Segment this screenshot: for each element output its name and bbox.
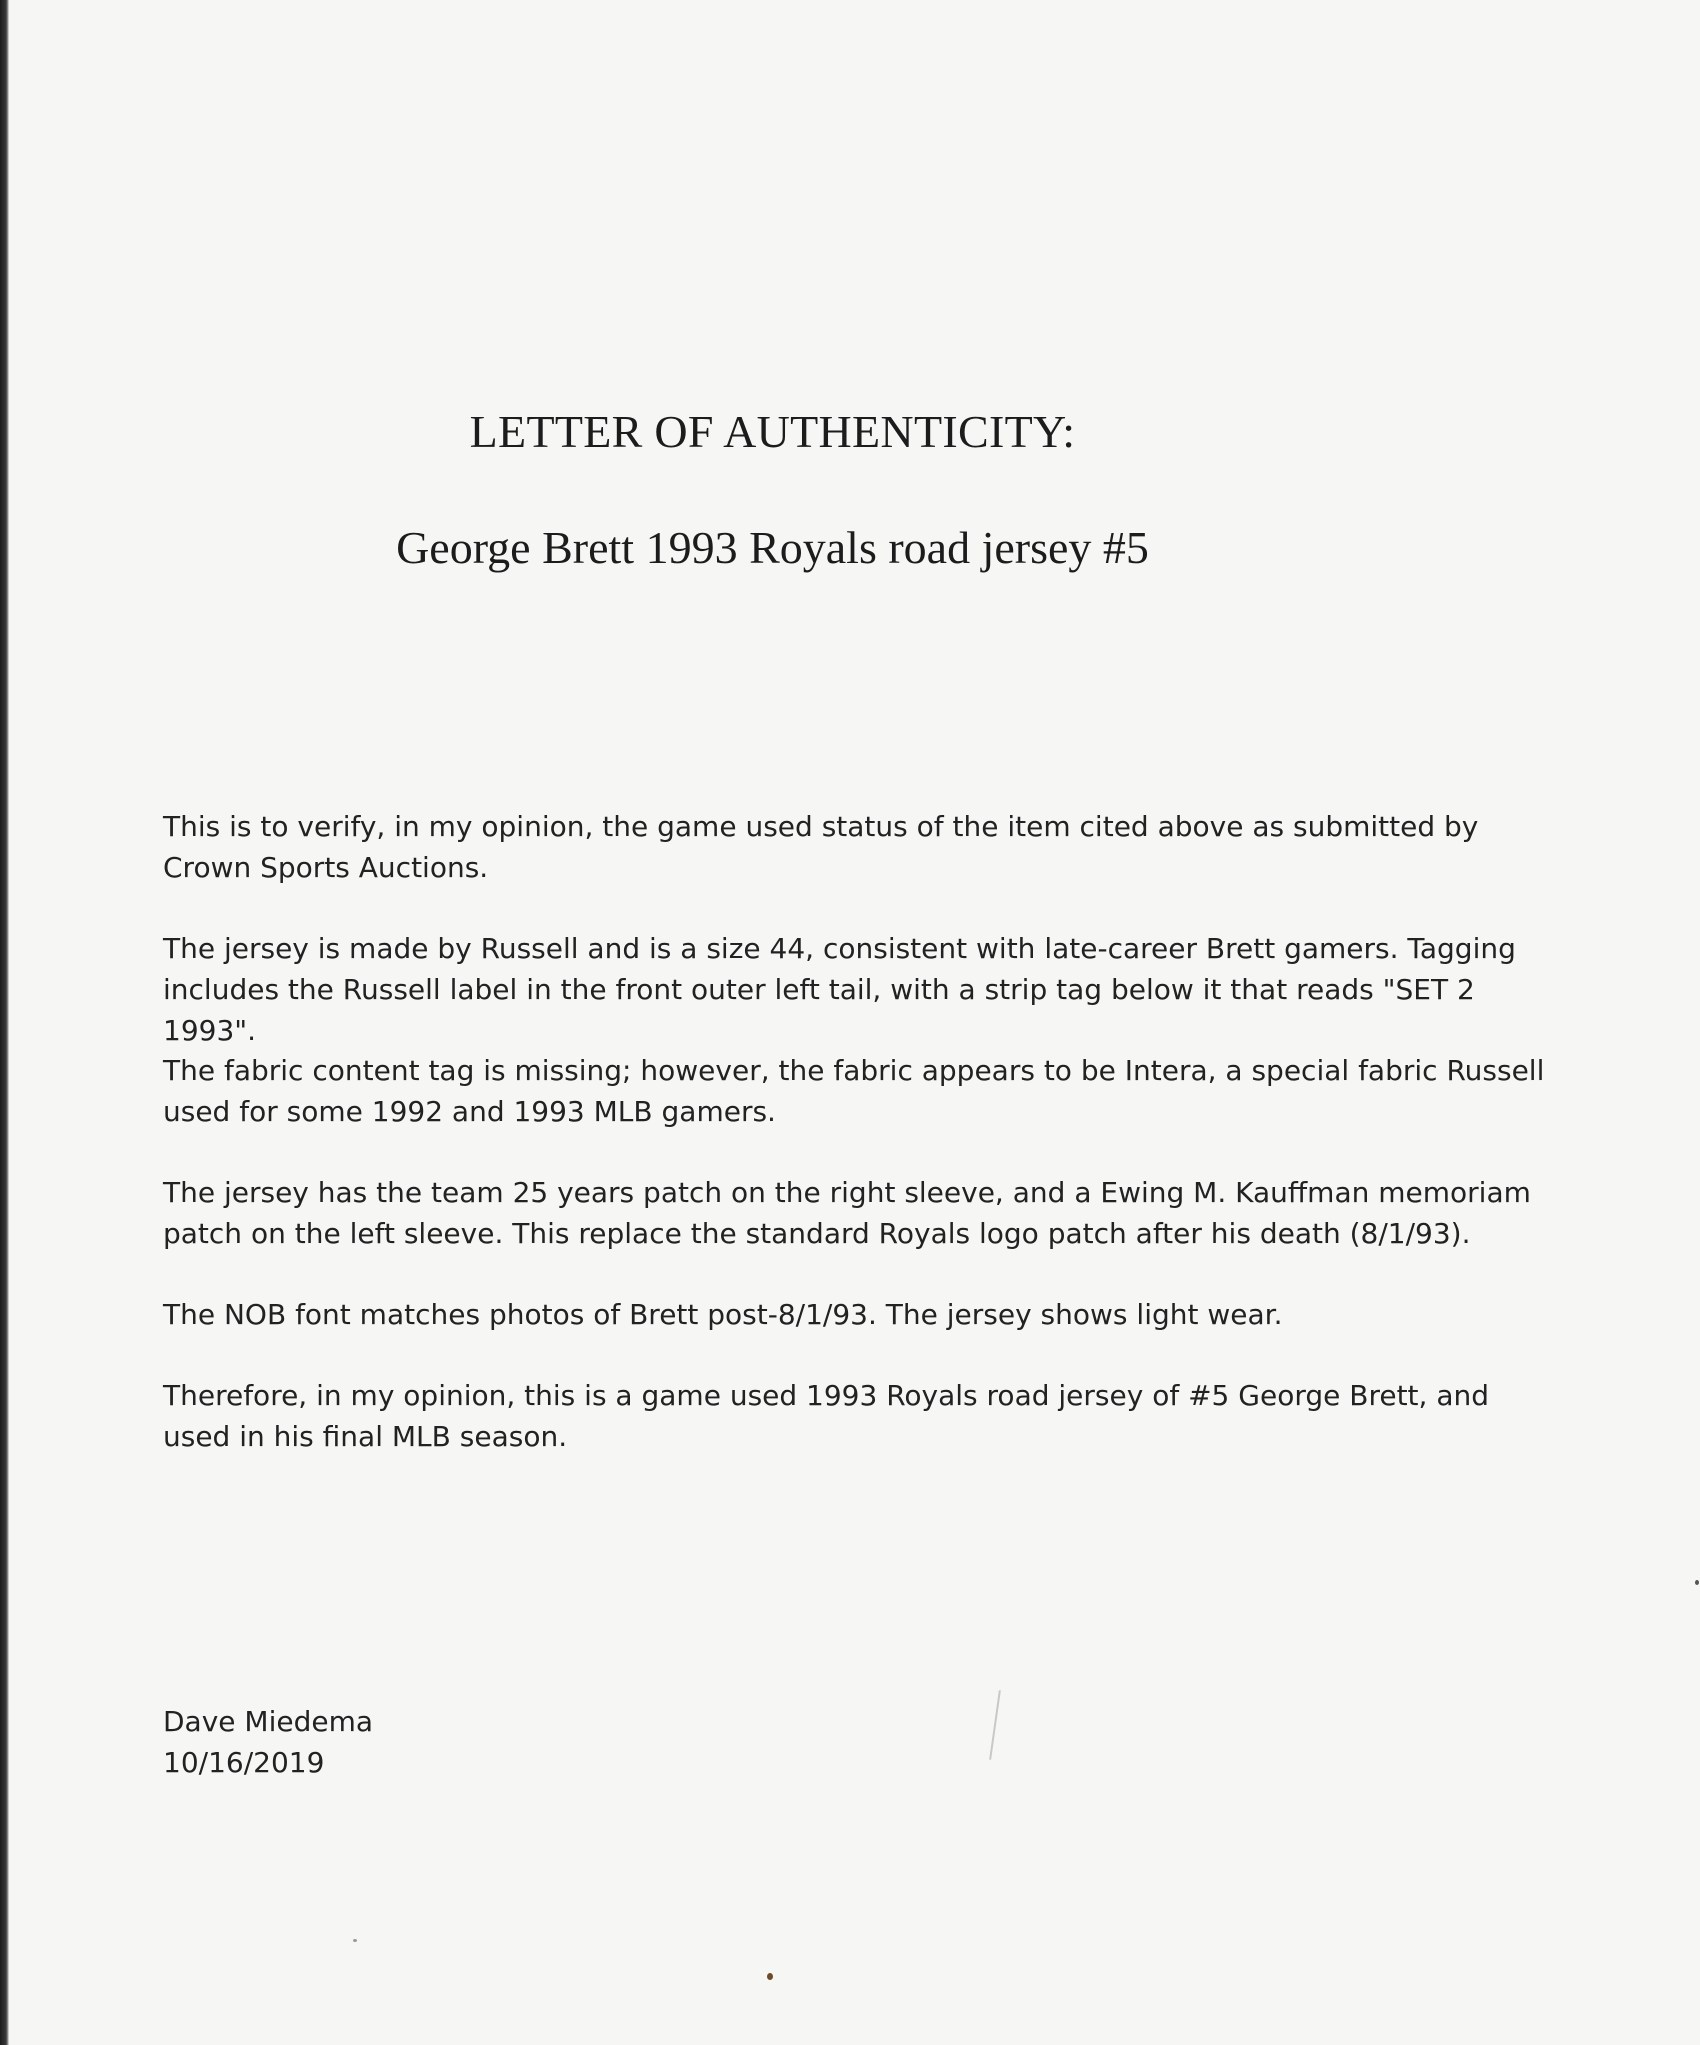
paragraph-fabric: The fabric content tag is missing; however, the fabric appears to be Intera, a special fabric Russell used for some 1992 and 1993 MLB gamers.: [163, 1054, 1545, 1128]
paragraph-patches: The jersey has the team 25 years patch on the right sleeve, and a Ewing M. Kauffman memoriam patch on the left sleeve. This replace the standard Royals logo patch after his death (8/1/93).: [163, 1176, 1531, 1250]
paragraph-nob-font: The NOB font matches photos of Brett post-8/1/93. The jersey shows light wear.: [163, 1298, 1283, 1331]
paragraph-conclusion: Therefore, in my opinion, this is a game used 1993 Royals road jersey of #5 George Brett, and used in his final MLB season.: [163, 1379, 1490, 1453]
signature-name: Dave Miedema: [163, 1705, 374, 1738]
letter-title: LETTER OF AUTHENTICITY:: [469, 406, 1076, 457]
paragraph-verification: This is to verify, in my opinion, the game used status of the item cited above as submitted by Crown Sports Auctions.: [163, 810, 1479, 884]
scan-edge: [0, 0, 9, 2045]
letter-page: [9, 0, 1700, 2045]
scan-crease-mark: [989, 1690, 1001, 1760]
scan-speck: [1695, 1580, 1699, 1585]
paragraph-tagging: The jersey is made by Russell and is a size 44, consistent with late-career Brett gamers. Tagging includes the Russell label in the front outer left tail, with a strip tag below it that reads "SET 2 1993".: [163, 932, 1516, 1047]
signature-date: 10/16/2019: [163, 1746, 325, 1779]
scan-speck: [767, 1973, 773, 1980]
scan-speck: [353, 1939, 357, 1942]
letter-subtitle: George Brett 1993 Royals road jersey #5: [396, 522, 1149, 573]
